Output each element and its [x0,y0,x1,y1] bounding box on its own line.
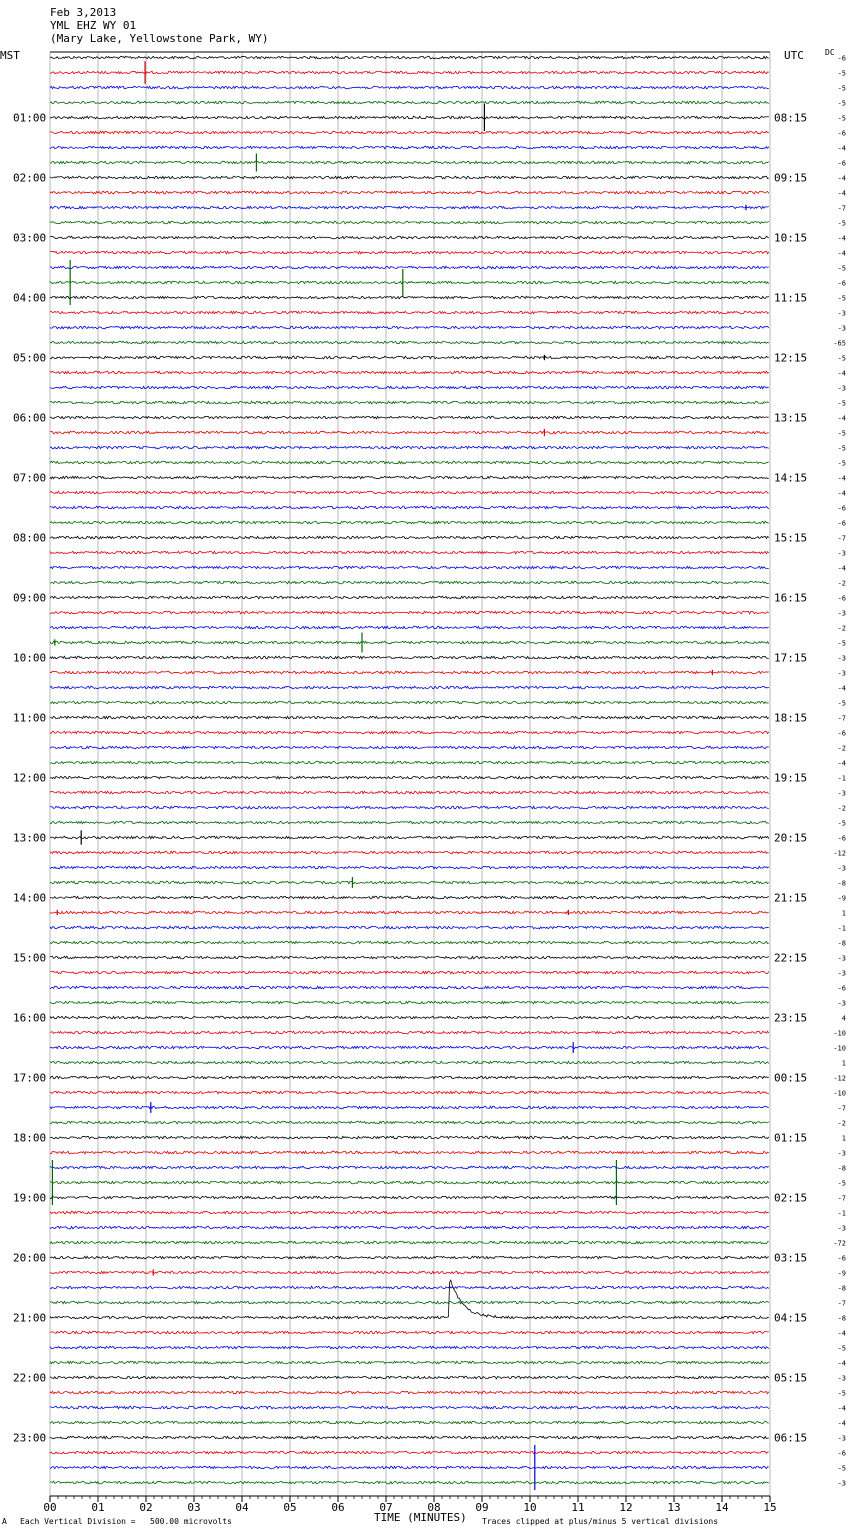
seismic-trace [50,251,769,254]
seismic-trace [50,1106,769,1109]
seismic-trace [50,1421,769,1424]
mst-hour-label: 15:00 [13,951,47,965]
utc-hour-label: 23:15 [774,1011,808,1025]
seismic-trace [50,656,769,659]
seismic-trace [50,1151,769,1154]
utc-hour-label: 16:15 [774,591,808,605]
mst-hour-label: 16:00 [13,1011,47,1025]
seismic-trace [50,1331,769,1334]
clip-note: Traces clipped at plus/minus 5 vertical divisions [482,1517,719,1526]
dc-offset-value: -6 [837,504,846,513]
dc-offset-value: -9 [837,1269,846,1278]
dc-offset-value: -5 [837,219,846,228]
seismic-trace [50,626,769,629]
seismic-trace [50,446,769,449]
utc-hour-label: 14:15 [774,471,808,485]
seismic-trace [50,386,769,389]
seismic-trace [50,86,769,89]
footer-corner-mark: A [2,1517,7,1526]
dc-offset-value: 1 [841,909,846,918]
dc-offset-value: -5 [837,429,846,438]
seismic-trace [50,266,769,269]
seismic-trace [50,821,769,824]
x-tick-label: 15 [763,1501,777,1514]
seismic-trace [50,716,769,719]
seismic-trace [50,731,769,734]
mst-hour-label: 22:00 [13,1371,47,1385]
dc-offset-value: -5 [837,1389,846,1398]
utc-hour-label: 18:15 [774,711,808,725]
seismic-trace [50,401,769,404]
seismic-trace [50,776,769,779]
seismic-trace [50,116,769,119]
utc-axis-label: UTC [784,49,804,62]
dc-offset-label: DC [825,48,835,57]
dc-offset-value: -5 [837,1179,846,1188]
utc-hour-label: 09:15 [774,171,808,185]
dc-offset-value: -3 [837,999,846,1008]
x-tick-label: 04 [235,1501,249,1514]
dc-offset-value: -1 [837,924,846,933]
seismic-trace [50,371,769,374]
dc-offset-value: -4 [837,189,846,198]
dc-offset-value: -65 [833,339,846,348]
dc-offset-value: -3 [837,1149,846,1158]
seismic-trace [50,866,769,869]
x-tick-label: 02 [139,1501,153,1514]
dc-offset-value: -4 [837,414,846,423]
dc-offset-value: -5 [837,819,846,828]
dc-offset-value: -4 [837,1419,846,1428]
seismic-trace [50,851,769,854]
mst-hour-label: 05:00 [13,351,47,365]
utc-hour-label: 20:15 [774,831,808,845]
seismic-trace [50,326,769,329]
seismic-trace [50,701,769,704]
x-tick-label: 00 [43,1501,57,1514]
dc-offset-value: -6 [837,279,846,288]
seismic-trace [50,161,769,164]
seismic-trace [50,1226,769,1229]
seismic-trace [50,791,769,794]
utc-hour-label: 06:15 [774,1431,808,1445]
dc-offset-value: -6 [837,519,846,528]
seismic-trace [50,506,769,509]
dc-offset-value: -8 [837,939,846,948]
dc-offset-value: -8 [837,1314,846,1323]
utc-hour-label: 17:15 [774,651,808,665]
dc-offset-value: -4 [837,249,846,258]
seismic-trace [50,1466,769,1469]
dc-offset-value: -6 [837,54,846,63]
seismic-trace [50,236,769,239]
dc-offset-value: 1 [841,1059,846,1068]
dc-offset-value: -3 [837,1434,846,1443]
seismic-trace [50,1241,769,1244]
dc-offset-value: -5 [837,1344,846,1353]
dc-offset-value: 1 [841,1134,846,1143]
seismic-trace [50,1121,769,1124]
mst-hour-label: 01:00 [13,111,47,125]
mst-hour-label: 02:00 [13,171,47,185]
dc-offset-value: -10 [833,1029,846,1038]
utc-hour-label: 04:15 [774,1311,808,1325]
seismic-trace [50,221,769,224]
dc-offset-value: -3 [837,864,846,873]
seismic-trace [50,131,769,134]
dc-offset-value: -9 [837,894,846,903]
dc-offset-value: -3 [837,789,846,798]
dc-offset-value: -4 [837,144,846,153]
x-tick-label: 06 [331,1501,345,1514]
dc-offset-value: -3 [837,309,846,318]
seismic-trace [50,896,769,899]
mst-hour-label: 21:00 [13,1311,47,1325]
dc-offset-value: -3 [837,1479,846,1488]
seismic-trace [50,941,769,944]
station-location: (Mary Lake, Yellowstone Park, WY) [50,32,269,45]
utc-hour-label: 22:15 [774,951,808,965]
dc-offset-value: -6 [837,159,846,168]
dc-offset-value: -7 [837,1194,846,1203]
dc-offset-value: -2 [837,744,846,753]
dc-offset-value: -5 [837,264,846,273]
dc-offset-value: -4 [837,1359,846,1368]
dc-offset-value: -6 [837,1254,846,1263]
dc-offset-value: -4 [837,564,846,573]
dc-offset-value: -1 [837,774,846,783]
seismic-trace [50,356,769,359]
seismic-trace [50,566,769,569]
dc-offset-value: -72 [833,1239,846,1248]
seismic-trace [50,1391,769,1394]
dc-offset-value: -7 [837,1299,846,1308]
dc-offset-value: -6 [837,834,846,843]
dc-offset-value: -5 [837,639,846,648]
dc-offset-value: -3 [837,954,846,963]
seismic-trace [50,641,769,644]
x-tick-label: 13 [667,1501,681,1514]
seismic-trace [50,1181,769,1184]
seismic-trace [50,1406,769,1409]
seismic-trace [50,761,769,764]
utc-hour-label: 00:15 [774,1071,808,1085]
seismic-trace [50,1061,769,1064]
seismic-trace [50,686,769,689]
seismic-trace [50,146,769,149]
seismic-trace [50,521,769,524]
seismic-trace [50,1436,769,1439]
x-tick-label: 09 [475,1501,489,1514]
utc-hour-label: 13:15 [774,411,808,425]
seismic-trace [50,986,769,989]
mst-hour-label: 09:00 [13,591,47,605]
plot-date: Feb 3,2013 [50,6,117,19]
seismic-trace [50,341,769,344]
utc-hour-label: 10:15 [774,231,808,245]
dc-offset-value: -3 [837,384,846,393]
utc-hour-label: 21:15 [774,891,808,905]
seismic-trace [50,1016,769,1019]
mst-hour-label: 18:00 [13,1131,47,1145]
seismic-trace [50,461,769,464]
seismic-trace [50,71,769,74]
seismic-trace [50,746,769,749]
mst-hour-label: 07:00 [13,471,47,485]
dc-offset-value: -6 [837,729,846,738]
mst-hour-label: 19:00 [13,1191,47,1205]
dc-offset-value: -3 [837,1374,846,1383]
seismic-trace [50,1301,769,1304]
x-tick-label: 01 [91,1501,105,1514]
x-tick-label: 03 [187,1501,201,1514]
utc-hour-label: 08:15 [774,111,808,125]
seismic-trace [50,1286,769,1289]
dc-offset-value: -8 [837,1164,846,1173]
dc-offset-value: -3 [837,969,846,978]
seismic-trace [50,1001,769,1004]
seismic-trace [50,206,769,209]
dc-offset-value: -6 [837,984,846,993]
dc-offset-value: -5 [837,99,846,108]
seismic-trace [50,296,769,299]
seismic-trace [50,1196,769,1199]
dc-offset-value: -3 [837,549,846,558]
x-tick-label: 11 [571,1501,585,1514]
dc-offset-value: -3 [837,654,846,663]
seismic-trace [50,431,769,434]
seismic-trace [50,1451,769,1454]
seismic-trace [50,596,769,599]
seismic-trace [50,836,769,839]
dc-offset-value: -7 [837,1104,846,1113]
dc-offset-value: -4 [837,174,846,183]
utc-hour-label: 12:15 [774,351,808,365]
seismic-trace [50,191,769,194]
dc-offset-value: -6 [837,129,846,138]
seismic-trace [50,581,769,584]
dc-offset-value: -2 [837,1119,846,1128]
dc-offset-value: -7 [837,714,846,723]
dc-offset-value: -5 [837,1464,846,1473]
seismic-trace [50,806,769,809]
seismic-trace [50,491,769,494]
seismic-trace [50,311,769,314]
seismic-trace [50,911,769,914]
utc-hour-label: 11:15 [774,291,808,305]
seismic-trace [50,1361,769,1364]
seismic-trace [50,1166,769,1169]
dc-offset-value: -1 [837,1209,846,1218]
mst-hour-label: 20:00 [13,1251,47,1265]
seismic-trace [50,176,769,179]
seismic-trace [50,881,769,884]
seismic-trace [50,1136,769,1139]
dc-offset-value: -4 [837,1404,846,1413]
seismic-trace [50,1271,769,1274]
dc-offset-value: -2 [837,624,846,633]
dc-offset-value: -10 [833,1044,846,1053]
dc-offset-value: -5 [837,114,846,123]
dc-offset-value: -10 [833,1089,846,1098]
seismic-trace [50,926,769,929]
seismic-trace [50,1376,769,1379]
seismic-trace [50,971,769,974]
seismic-trace [50,281,769,284]
dc-offset-value: -3 [837,324,846,333]
dc-offset-value: -2 [837,804,846,813]
dc-offset-value: -3 [837,609,846,618]
mst-hour-label: 12:00 [13,771,47,785]
mst-hour-label: 03:00 [13,231,47,245]
x-tick-label: 07 [379,1501,393,1514]
seismic-trace [50,1091,769,1094]
mst-hour-label: 04:00 [13,291,47,305]
x-tick-label: 08 [427,1501,441,1514]
dc-offset-value: -5 [837,354,846,363]
station-code: YML EHZ WY 01 [50,19,137,32]
mst-hour-label: 14:00 [13,891,47,905]
dc-offset-value: -8 [837,879,846,888]
dc-offset-value: -5 [837,699,846,708]
seismic-trace [50,416,769,419]
mst-hour-label: 11:00 [13,711,47,725]
dc-offset-value: -12 [833,849,846,858]
utc-hour-label: 19:15 [774,771,808,785]
seismic-trace [50,536,769,539]
dc-offset-value: -7 [837,204,846,213]
dc-offset-value: -5 [837,444,846,453]
seismic-trace [50,1481,769,1484]
seismic-trace [50,1346,769,1349]
utc-hour-label: 02:15 [774,1191,808,1205]
dc-offset-value: -5 [837,84,846,93]
dc-offset-value: -8 [837,1284,846,1293]
dc-offset-value: -4 [837,684,846,693]
utc-hour-label: 03:15 [774,1251,808,1265]
x-tick-label: 05 [283,1501,297,1514]
dc-offset-value: -6 [837,594,846,603]
mst-hour-label: 06:00 [13,411,47,425]
dc-offset-value: -3 [837,1224,846,1233]
seismic-trace [50,1076,769,1079]
dc-offset-value: -3 [837,669,846,678]
dc-offset-value: -2 [837,579,846,588]
seismic-trace [50,1256,769,1259]
dc-offset-value: -6 [837,1449,846,1458]
mst-hour-label: 08:00 [13,531,47,545]
dc-offset-value: -5 [837,294,846,303]
dc-offset-value: -4 [837,759,846,768]
dc-offset-value: -4 [837,474,846,483]
x-tick-label: 10 [523,1501,537,1514]
mst-hour-label: 13:00 [13,831,47,845]
seismic-trace [50,56,769,59]
dc-offset-value: -12 [833,1074,846,1083]
dc-offset-value: -5 [837,69,846,78]
dc-offset-value: -5 [837,399,846,408]
dc-offset-value: 4 [841,1014,846,1023]
vertical-scale-note: Each Vertical Division = 500.00 microvolts [20,1517,232,1526]
seismic-trace [50,551,769,554]
seismic-trace [50,671,769,674]
dc-offset-value: -7 [837,534,846,543]
seismic-trace [50,1211,769,1214]
dc-offset-value: -5 [837,459,846,468]
seismic-trace [50,476,769,479]
dc-offset-value: -4 [837,234,846,243]
mst-hour-label: 10:00 [13,651,47,665]
seismic-trace [50,1031,769,1034]
seismic-trace [50,1046,769,1049]
x-axis-title: TIME (MINUTES) [374,1511,467,1524]
utc-hour-label: 15:15 [774,531,808,545]
dc-offset-value: -4 [837,369,846,378]
x-tick-label: 14 [715,1501,729,1514]
utc-hour-label: 01:15 [774,1131,808,1145]
seismic-trace [50,101,769,104]
dc-offset-value: -4 [837,1329,846,1338]
mst-hour-label: 17:00 [13,1071,47,1085]
dc-offset-value: -4 [837,489,846,498]
mst-hour-label: 23:00 [13,1431,47,1445]
seismic-trace [50,956,769,959]
mst-axis-label: MST [0,49,20,62]
seismic-trace [50,611,769,614]
x-tick-label: 12 [619,1501,633,1514]
utc-hour-label: 05:15 [774,1371,808,1385]
